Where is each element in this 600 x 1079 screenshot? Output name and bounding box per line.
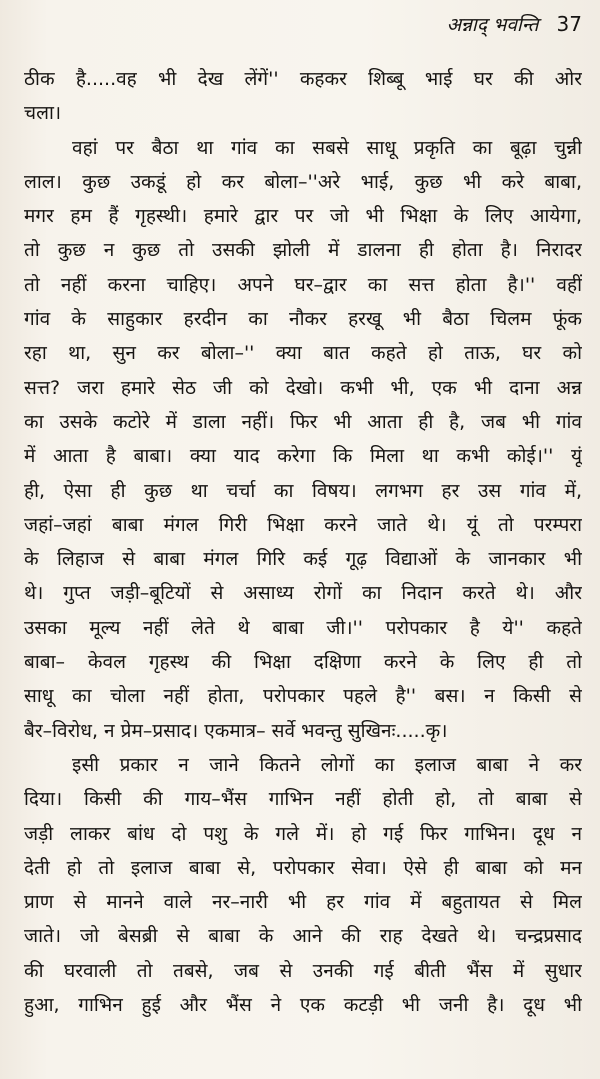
text-line: जहां–जहां बाबा मंगल गिरी भिक्षा करने जाते थे। यूं तो परम्परा [24,513,582,536]
text-line: की घरवाली तो तबसे, जब से उनकी गई बीती भैंस में सुधार [24,959,582,982]
text-line: गांव के साहुकार हरदीन का नौकर हरखू भी बैठा चिलम फूंक [24,308,582,331]
text-line: उसका मूल्य नहीं लेते थे बाबा जी।'' परोपकार है ये'' कहते [24,616,582,639]
text-line: वहां पर बैठा था गांव का सबसे साधू प्रकृति का बूढ़ा चुन्नी [72,136,582,159]
text-line: हुआ, गाभिन हुई और भैंस ने एक कटड़ी भी जनी है। दूध भी [24,994,582,1017]
text-line: का उसके कटोरे में डाला नहीं। फिर भी आता ही है, जब भी गांव [24,410,582,433]
text-line: बैर–विरोध, न प्रेम–प्रसाद। एकमात्र– सर्वे भवन्तु सुखिनः.....कृ। [24,719,448,742]
text-line: चला। [24,102,62,125]
text-line: दिया। किसी की गाय–भैंस गाभिन नहीं होती हो, तो बाबा से [24,788,582,811]
text-line-content: मगर हम हैं गृहस्थी। हमारे द्वार पर जो भी भिक्षा के लिए आयेगा, [24,205,582,228]
text-line: के लिहाज से बाबा मंगल गिरि कई गूढ़ विद्याओं के जानकार भी [24,548,582,571]
body-text [24,62,582,1022]
text-line: थे। गुप्त जड़ी–बूटियों से असाध्य रोगों का निदान करते थे। और [24,582,582,605]
running-header [447,10,582,39]
text-line: सत्त? जरा हमारे सेठ जी को देखो। कभी भी, एक भी दाना अन्न [24,376,582,399]
text-line: जाते। जो बेसब्री से बाबा के आने की राह देखते थे। चन्द्रप्रसाद [24,925,582,948]
text-line: साधू का चोला नहीं होता, परोपकार पहले है'' बस। न किसी से [24,685,582,708]
text-line: जड़ी लाकर बांध दो पशु के गले में। हो गई फिर गाभिन। दूध न [24,822,582,845]
text-line: ही, ऐसा ही कुछ था चर्चा का विषय। लगभग हर उस गांव में, [24,479,582,502]
text-line: ठीक है.....वह भी देख लेंगें'' कहकर शिब्बू भाई घर की ओर [24,68,582,90]
text-line: प्राण से मानने वाले नर–नारी भी हर गांव में बहुतायत से मिल [24,891,582,914]
text-line: तो नहीं करना चाहिए। अपने घर–द्वार का सत्त होता है।'' वहीं [24,273,582,296]
text-line: में आता है बाबा। क्या याद करेगा कि मिला था कभी कोई।'' यूं [24,445,582,468]
text-line: तो कुछ न कुछ तो उसकी झोली में डालना ही होता है। निरादर [24,239,582,262]
text-line: इसी प्रकार न जाने कितने लोगों का इलाज बाबा ने कर [72,753,582,776]
text-line: लाल। कुछ उकडूं हो कर बोला–''अरे भाई, कुछ भी करे बाबा, [24,170,582,193]
page-number: 37 [556,12,582,36]
text-line: बाबा– केवल गृहस्थ की भिक्षा दक्षिणा करने के लिए ही तो [24,651,582,674]
text-line [24,199,582,233]
text-line: रहा था, सुन कर बोला–'' क्या बात कहते हो ताऊ, घर को [24,342,582,365]
running-title: अन्नाद् भवन्ति [446,14,539,36]
text-line: देती हो तो इलाज बाबा से, परोपकार सेवा। ऐसे ही बाबा को मन [24,856,582,879]
